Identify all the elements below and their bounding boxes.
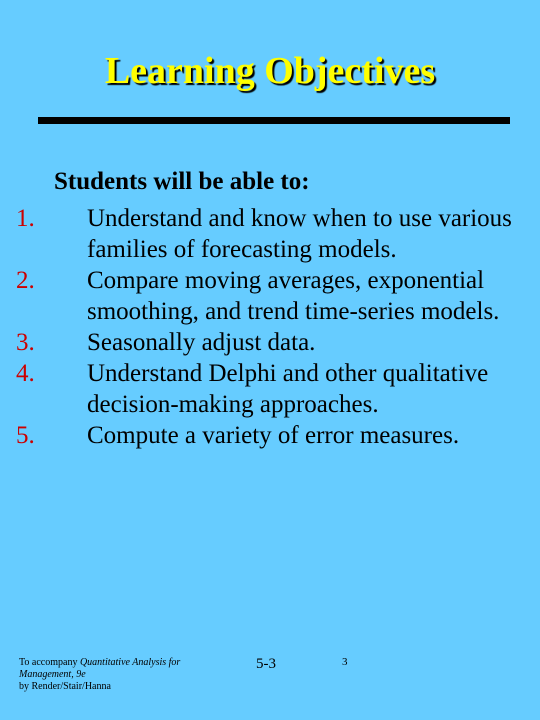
item-number: 2. bbox=[16, 267, 35, 294]
credit-book-title: Quantitative Analysis for Management, 9e bbox=[19, 657, 181, 680]
item-text: Compute a variety of error measures. bbox=[87, 422, 460, 449]
credit-authors: by Render/Stair/Hanna bbox=[19, 681, 111, 692]
item-number: 5. bbox=[16, 422, 35, 449]
list-item bbox=[0, 358, 540, 420]
slide-title: Learning Objectives bbox=[104, 50, 436, 92]
item-text: Seasonally adjust data. bbox=[87, 329, 316, 356]
title-divider bbox=[38, 117, 510, 124]
list-item bbox=[0, 265, 540, 327]
list-item bbox=[0, 420, 540, 451]
list-item bbox=[0, 203, 540, 265]
list-item bbox=[0, 327, 540, 358]
item-text: Compare moving averages, exponential smoothing, and trend time-series models. bbox=[87, 267, 500, 325]
item-number: 4. bbox=[16, 360, 35, 387]
footer-credit bbox=[19, 657, 219, 693]
item-text: Understand Delphi and other qualitative decision-making approaches. bbox=[87, 360, 489, 418]
objectives-list bbox=[0, 203, 540, 451]
credit-prefix: To accompany bbox=[19, 657, 80, 668]
page-number: 3 bbox=[342, 656, 348, 668]
slide-code: 5-3 bbox=[256, 656, 276, 672]
item-text: Understand and know when to use various families of forecasting models. bbox=[87, 205, 512, 263]
intro-text: Students will be able to: bbox=[54, 168, 310, 195]
item-number: 3. bbox=[16, 329, 35, 356]
item-number: 1. bbox=[16, 205, 35, 232]
